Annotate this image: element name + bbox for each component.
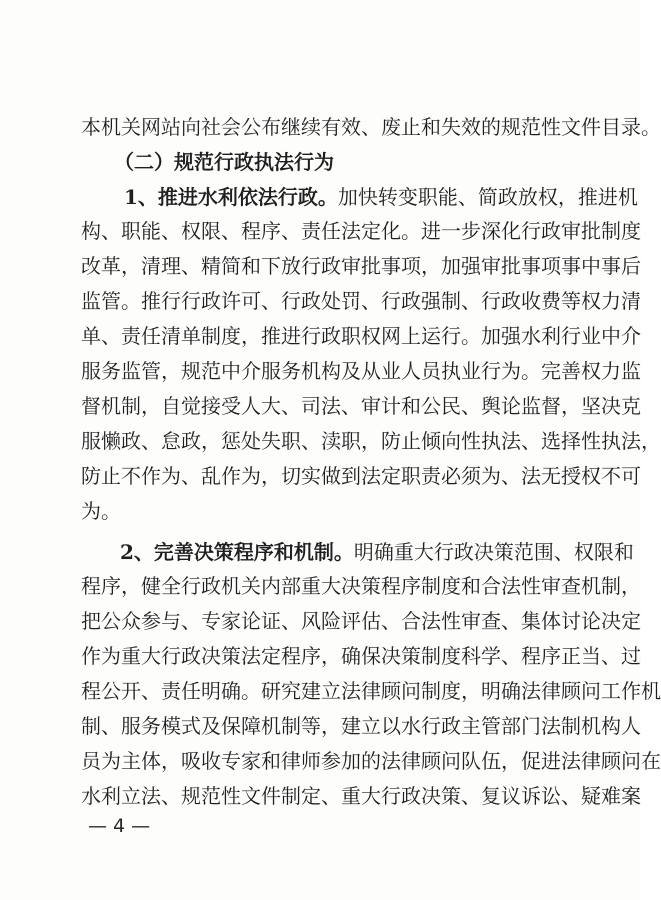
body-line: 本机关网站向社会公布继续有效、废止和失效的规范性文件目录。 — [81, 115, 661, 139]
body-line: 服务监管，规范中介服务机构及从业人员执业行为。完善权力监 — [81, 359, 641, 383]
body-line: 员为主体，吸收专家和律师参加的法律顾问队伍，促进法律顾问在 — [81, 749, 661, 773]
item-2-title: 2、完善决策程序和机制。 — [120, 540, 354, 564]
item-1-text: 加快转变职能、简政放权，推进机 — [337, 185, 638, 209]
section-heading: （二）规范行政执法行为 — [114, 150, 334, 174]
body-line — [124, 180, 638, 214]
body-line: 水利立法、规范性文件制定、重大行政决策、复议诉讼、疑难案 — [81, 784, 641, 808]
body-line: 服懒政、怠政，惩处失职、渎职，防止倾向性执法、选择性执法， — [81, 429, 661, 453]
body-line: 单、责任清单制度，推进行政职权网上运行。加强水利行业中介 — [81, 324, 641, 348]
body-line: 程公开、责任明确。研究建立法律顾问制度，明确法律顾问工作机 — [81, 679, 661, 703]
body-line: 改革，清理、精简和下放行政审批事项，加强审批事项事中事后 — [81, 254, 641, 278]
body-line: 监管。推行行政许可、行政处罚、行政强制、行政收费等权力清 — [81, 289, 641, 313]
item-1-title: 1、推进水利依法行政。 — [124, 185, 338, 209]
body-line: 防止不作为、乱作为，切实做到法定职责必须为、法无授权不可 — [81, 464, 641, 488]
body-line: 督机制，自觉接受人大、司法、审计和公民、舆论监督，坚决克 — [81, 394, 641, 418]
body-line: 程序，健全行政机关内部重大决策程序制度和合法性审查机制， — [81, 574, 641, 598]
body-line: 制、服务模式及保障机制等，建立以水行政主管部门法制机构人 — [81, 714, 641, 738]
body-line: 作为重大行政决策法定程序，确保决策制度科学、程序正当、过 — [81, 644, 641, 668]
item-2-text: 明确重大行政决策范围、权限和 — [353, 540, 634, 564]
page-number: — 4 — — [88, 815, 151, 837]
body-line: 构、职能、权限、程序、责任法定化。进一步深化行政审批制度 — [81, 219, 641, 243]
body-line — [120, 535, 634, 569]
body-line: 把公众参与、专家论证、风险评估、合法性审查、集体讨论决定 — [81, 609, 641, 633]
body-line: 为。 — [81, 499, 121, 523]
